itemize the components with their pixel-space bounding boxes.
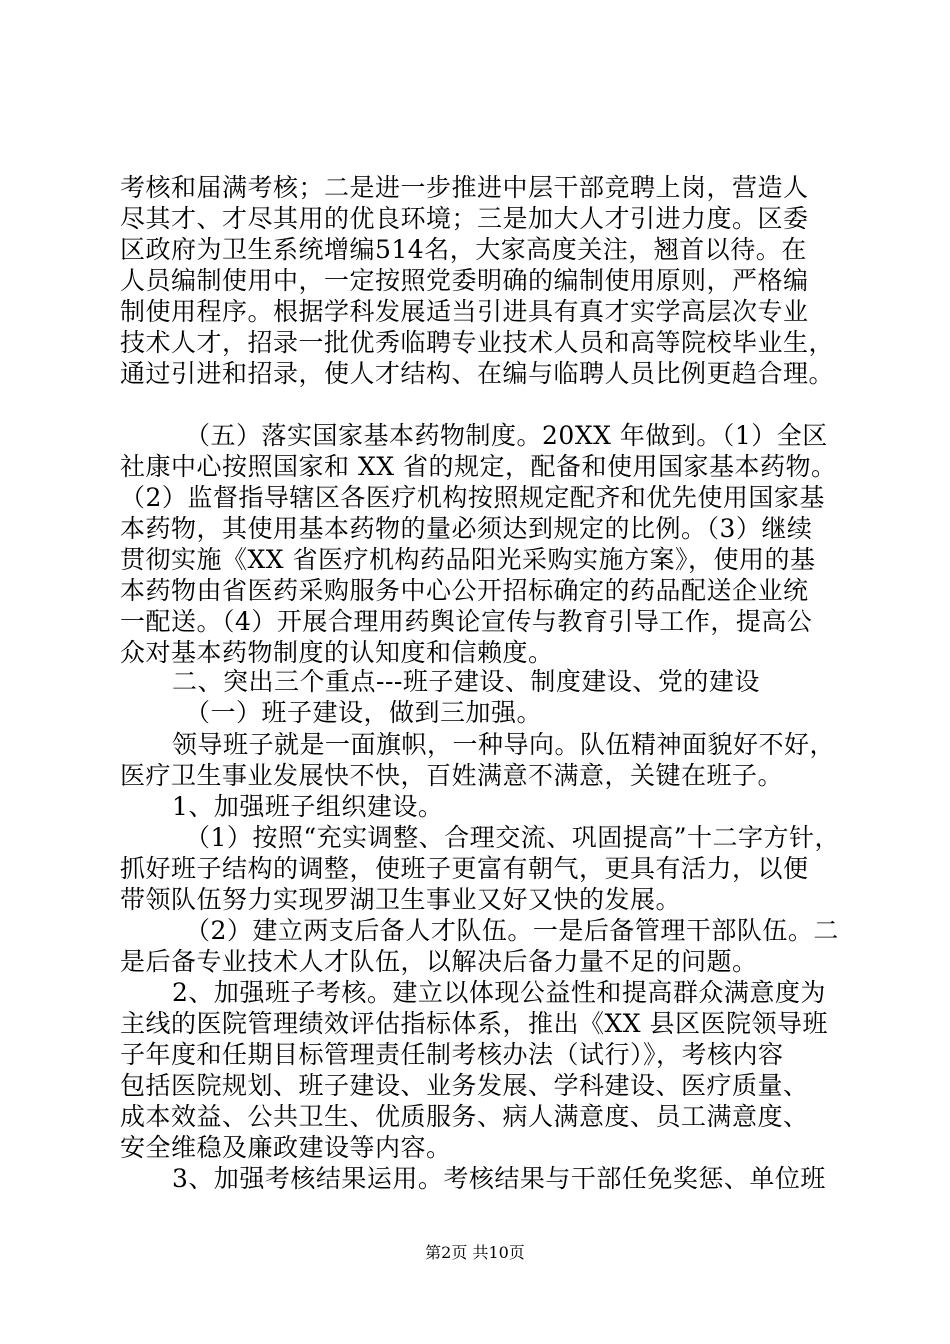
body-line: 一配送。（4）开展合理用药舆论宣传与教育引导工作，提高公 [120,607,813,636]
page-number-footer: 第2页 共10页 [425,1243,525,1262]
body-line: 贯彻实施《XX 省医疗机构药品阳光采购实施方案》，使用的基 [120,545,816,574]
body-line: 是后备专业技术人才队伍，以解决后备力量不足的问题。 [120,947,758,976]
subsection-heading: 1、加强班子组织建设。 [172,792,444,821]
body-line: 包括医院规划、班子建设、业务发展、学科建设、医疗质量、 [120,1071,809,1100]
body-line: 本药物，其使用基本药物的量必须达到规定的比例。（3）继续 [120,514,813,543]
subsection-heading: （一）班子建设，做到三加强。 [185,698,543,727]
body-line: 众对基本药物制度的认知度和信赖度。 [120,638,554,667]
body-line: 技术人才，招录一批优秀临聘专业技术人员和高等院校毕业生， [120,328,835,357]
body-line: 社康中心按照国家和 XX 省的规定，配备和使用国家基本药物。 [120,452,837,481]
body-line: （1）按照“充实调整、合理交流、巩固提高”十二字方针， [185,823,840,852]
body-line: 抓好班子结构的调整，使班子更富有朝气，更具有活力，以便 [120,854,809,883]
body-line: 3、加强考核结果运用。考核结果与干部任免奖惩、单位班 [172,1164,826,1193]
body-line: 成本效益、公共卫生、优质服务、病人满意度、员工满意度、 [120,1102,809,1131]
body-line: 通过引进和招录，使人才结构、在编与临聘人员比例更趋合理。 [120,359,835,388]
section-heading: 二、突出三个重点---班子建设、制度建设、党的建设 [172,667,760,696]
body-line: （五）落实国家基本药物制度。20XX 年做到。（1）全区 [185,421,828,450]
body-line: 安全维稳及廉政建设等内容。 [120,1133,452,1162]
body-line: 领导班子就是一面旗帜，一种导向。队伍精神面貌好不好， [172,730,836,759]
body-line: 区政府为卫生系统增编514名，大家高度关注，翘首以待。在 [120,235,807,264]
body-line: 制使用程序。根据学科发展适当引进具有真才实学高层次专业 [120,297,809,326]
body-line: 2、加强班子考核。建立以体现公益性和提高群众满意度为 [172,978,826,1007]
body-line: 带领队伍努力实现罗湖卫生事业又好又快的发展。 [120,885,682,914]
body-line: 子年度和任期目标管理责任制考核办法（试行）》，考核内容 [120,1040,784,1069]
body-line: （2）建立两支后备人才队伍。一是后备管理干部队伍。二 [185,916,839,945]
body-line: 主线的医院管理绩效评估指标体系，推出《XX 县区医院领导班 [120,1009,829,1038]
body-line: 医疗卫生事业发展快不快，百姓满意不满意，关键在班子。 [120,761,784,790]
body-line: （2）监督指导辖区各医疗机构按照规定配齐和优先使用国家基 [120,483,825,512]
body-line: 尽其才、才尽其用的优良环境；三是加大人才引进力度。区委 [120,204,809,233]
body-line: 考核和届满考核；二是进一步推进中层干部竞聘上岗，营造人 [120,173,809,202]
body-line: 本药物由省医药采购服务中心公开招标确定的药品配送企业统 [120,576,809,605]
body-line: 人员编制使用中，一定按照党委明确的编制使用原则，严格编 [120,266,809,295]
